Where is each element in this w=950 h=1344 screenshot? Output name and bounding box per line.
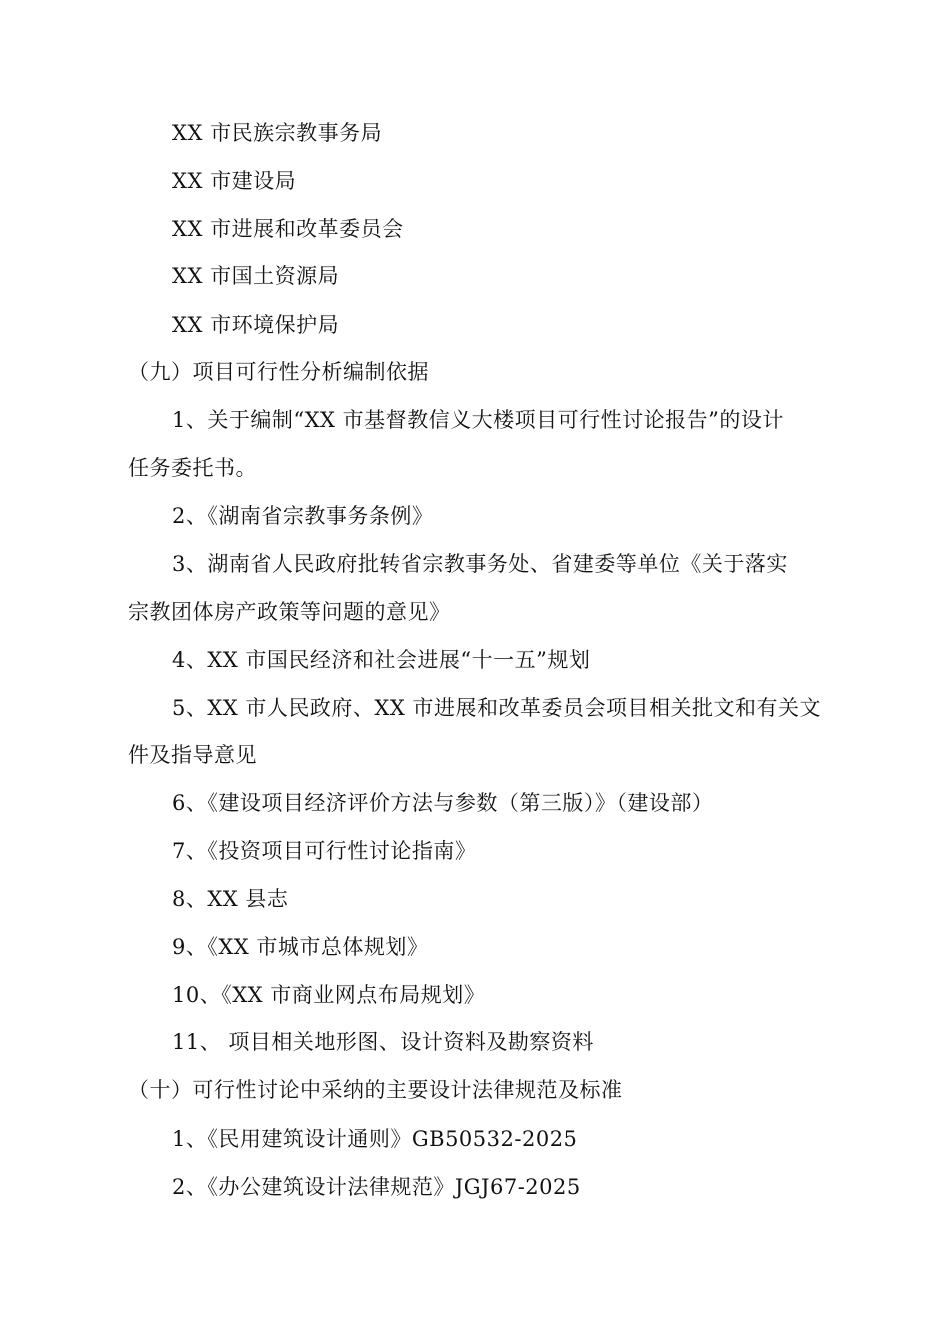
agency-line-3: XX 市进展和改革委员会 xyxy=(172,217,404,241)
basis-item-1-cont: 任务委托书。 xyxy=(128,456,257,480)
section-heading-9: （九）项目可行性分析编制依据 xyxy=(128,360,429,384)
basis-item-5-cont: 件及指导意见 xyxy=(128,743,257,767)
basis-item-8: 8、XX 县志 xyxy=(172,887,289,911)
basis-item-3-cont: 宗教团体房产政策等问题的意见》 xyxy=(128,600,451,624)
standard-item-1: 1、《民用建筑设计通则》GB50532-2025 xyxy=(172,1127,578,1151)
basis-item-1: 1、关于编制“XX 市基督教信义大楼项目可行性讨论报告”的设计 xyxy=(172,408,784,432)
basis-item-11: 11、 项目相关地形图、设计资料及勘察资料 xyxy=(172,1030,594,1054)
basis-item-9: 9、《XX 市城市总体规划》 xyxy=(172,935,429,959)
basis-item-10: 10、《XX 市商业网点布局规划》 xyxy=(172,983,486,1007)
agency-line-4: XX 市国土资源局 xyxy=(172,264,340,288)
basis-item-5: 5、XX 市人民政府、XX 市进展和改革委员会项目相关批文和有关文 xyxy=(172,696,822,720)
basis-item-4: 4、XX 市国民经济和社会进展“十一五”规划 xyxy=(172,648,591,672)
agency-line-1: XX 市民族宗教事务局 xyxy=(172,121,383,145)
basis-item-3: 3、湖南省人民政府批转省宗教事务处、省建委等单位《关于落实 xyxy=(172,552,788,576)
agency-line-5: XX 市环境保护局 xyxy=(172,313,340,337)
basis-item-2: 2、《湖南省宗教事务条例》 xyxy=(172,504,434,528)
section-heading-10: （十）可行性讨论中采纳的主要设计法律规范及标准 xyxy=(128,1078,623,1102)
standard-item-2: 2、《办公建筑设计法律规范》JGJ67-2025 xyxy=(172,1175,581,1199)
basis-item-6: 6、《建设项目经济评价方法与参数（第三版）》（建设部） xyxy=(172,791,714,815)
basis-item-7: 7、《投资项目可行性讨论指南》 xyxy=(172,839,477,863)
agency-line-2: XX 市建设局 xyxy=(172,169,297,193)
